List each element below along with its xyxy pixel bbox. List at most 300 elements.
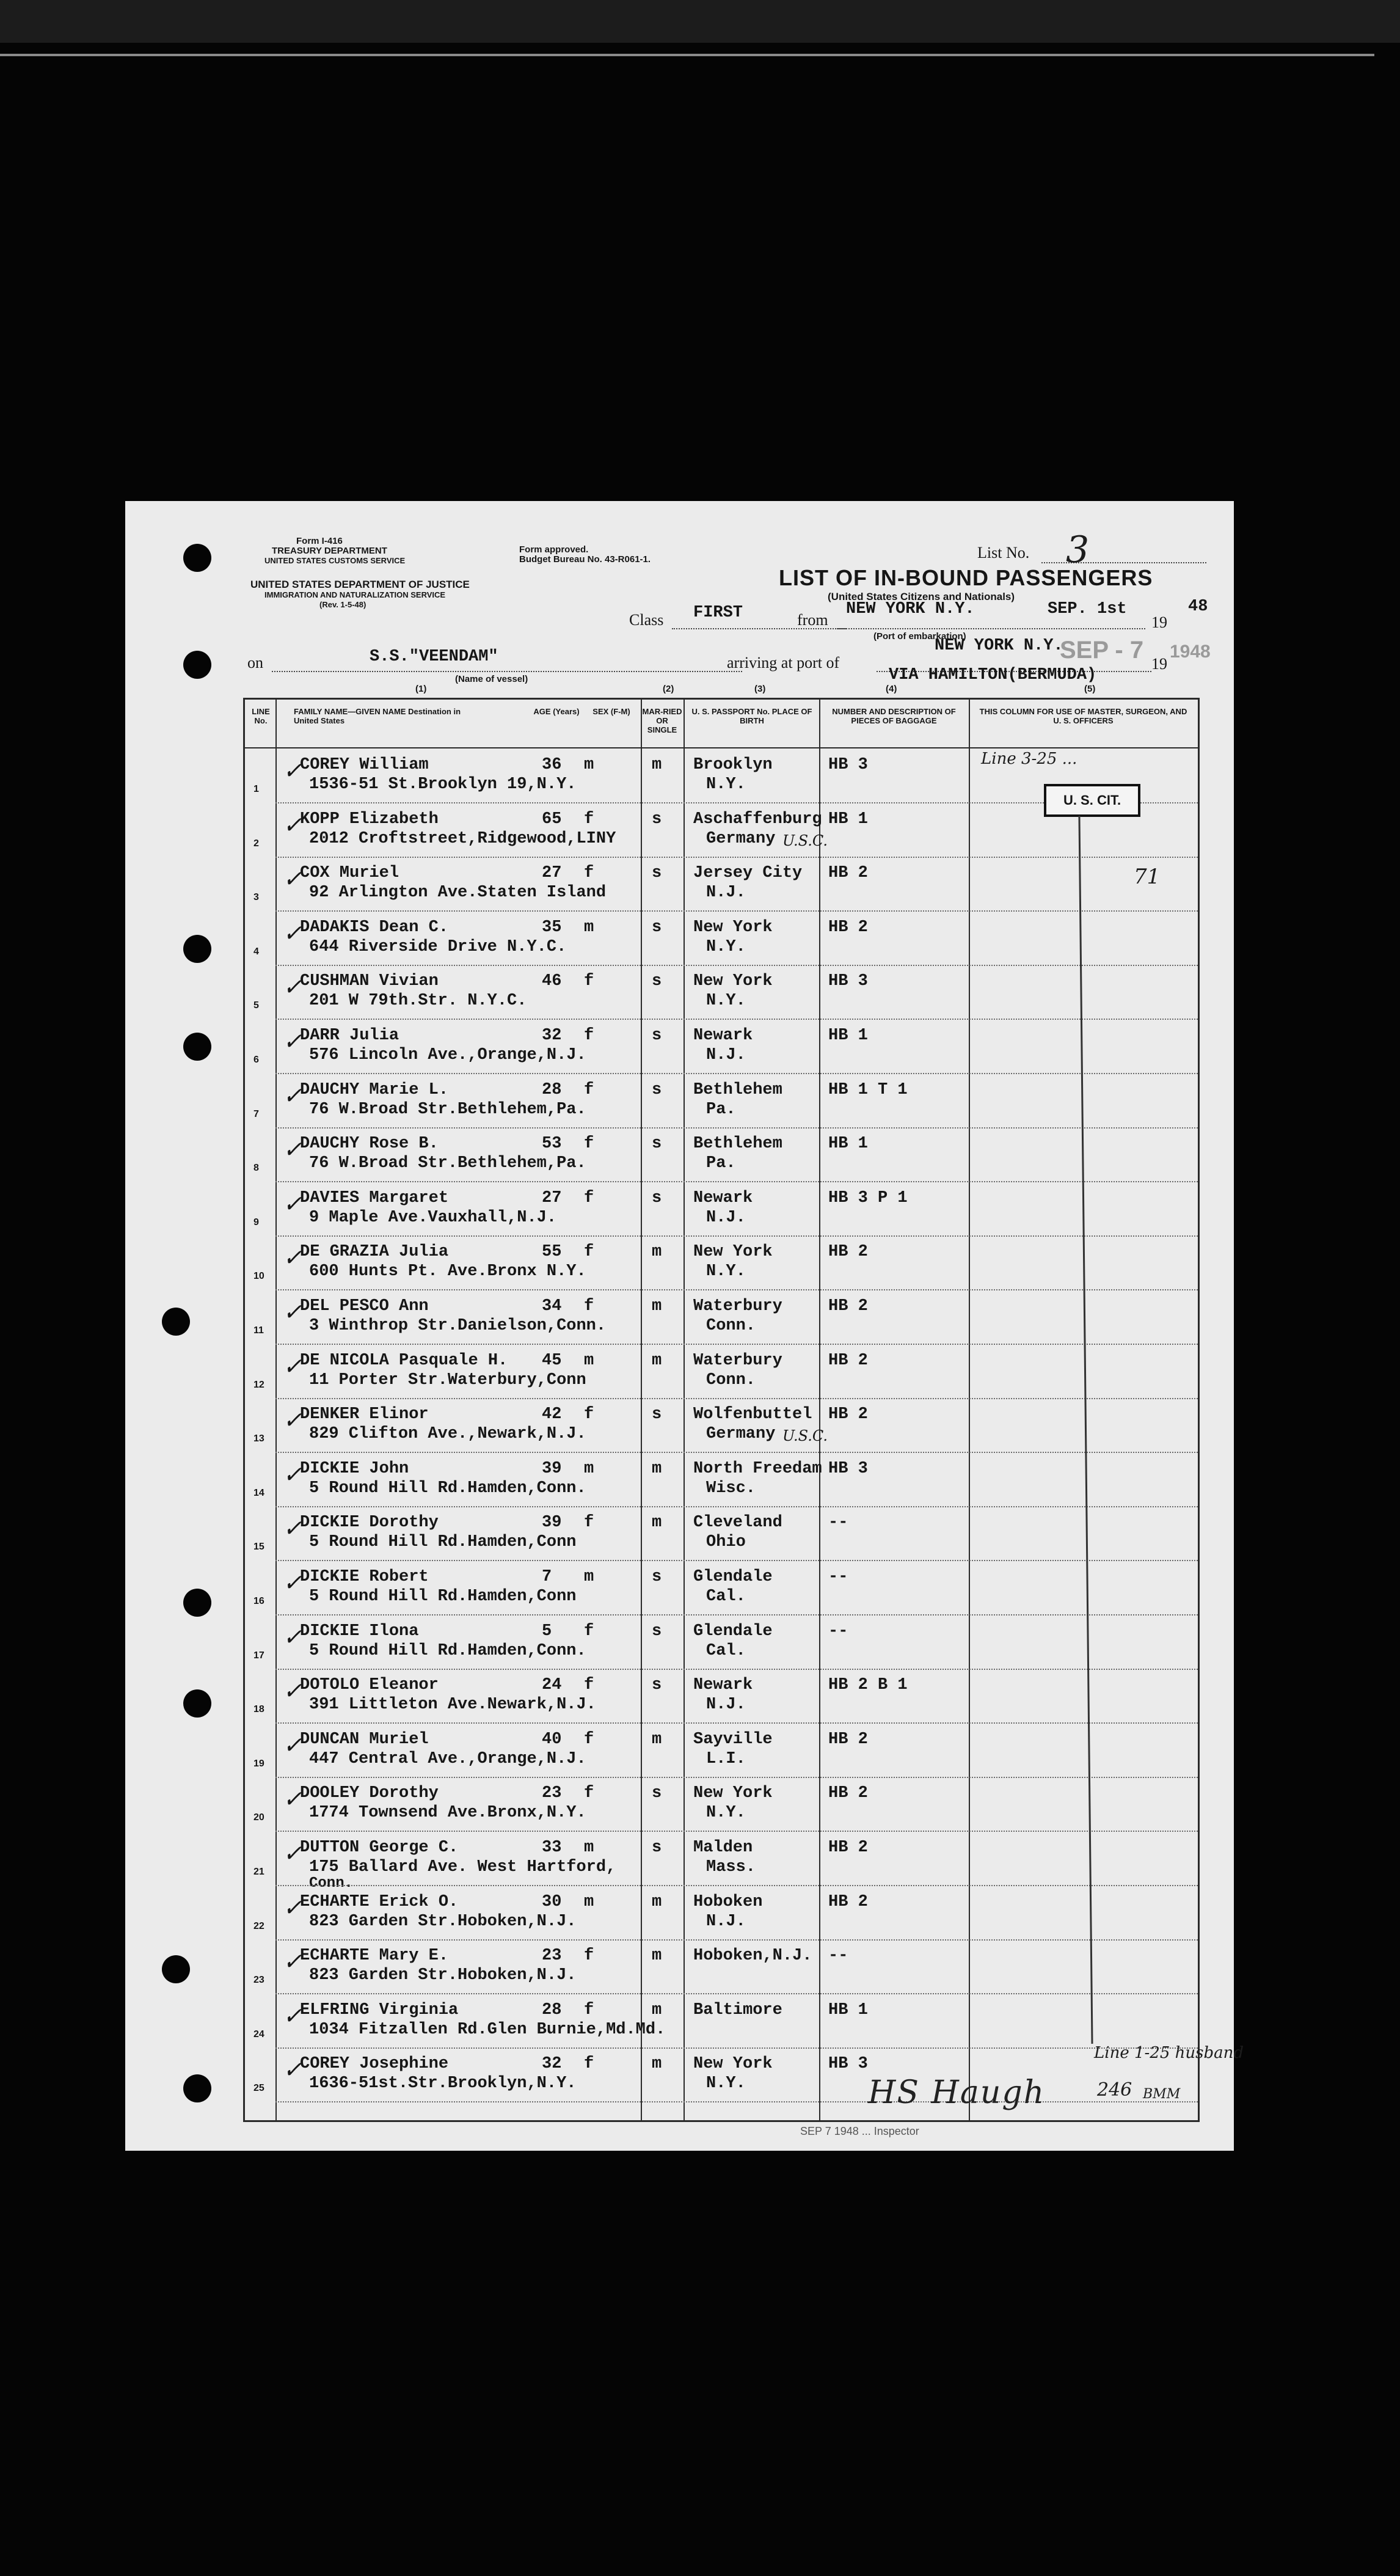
check-mark-icon: ✓	[283, 973, 302, 1001]
line-number: 2	[253, 838, 259, 849]
line-number: 22	[253, 1920, 264, 1931]
place-of-birth-state: N.J.	[706, 1046, 746, 1064]
check-mark-icon: ✓	[283, 1948, 302, 1975]
place-of-birth: New York	[693, 1243, 773, 1262]
place-of-birth: Sayville	[693, 1730, 773, 1749]
budget-bureau: Budget Bureau No. 43-R061-1.	[519, 554, 651, 565]
scanner-top-band	[0, 0, 1400, 43]
passenger-age: 33	[542, 1839, 562, 1857]
check-mark-icon: ✓	[283, 1081, 302, 1109]
place-of-birth: New York	[693, 2055, 773, 2074]
officer-count: 71	[1134, 865, 1161, 889]
rev-label: (Rev. 1-5-48)	[319, 600, 366, 609]
marital-status: s	[652, 1568, 662, 1586]
passenger-sex: m	[584, 756, 594, 774]
baggage-count: HB 3	[828, 972, 868, 991]
line-number: 1	[253, 784, 259, 794]
page-title: LIST OF IN-BOUND PASSENGERS	[779, 565, 1153, 590]
table-row	[245, 1941, 1198, 1994]
check-mark-icon: ✓	[283, 1190, 302, 1217]
table-row	[245, 1291, 1198, 1344]
via-port: VIA HAMILTON(BERMUDA)	[889, 666, 1097, 684]
year-prefix: 19	[1151, 613, 1167, 631]
passenger-age: 23	[542, 1947, 562, 1966]
check-mark-icon: ✓	[283, 1352, 302, 1380]
baggage-count: HB 2	[828, 1730, 868, 1749]
check-mark-icon: ✓	[283, 865, 302, 893]
col-header-baggage: NUMBER AND DESCRIPTION OF PIECES OF BAGGAGE	[832, 707, 956, 725]
citizenship-note: U.S.C.	[782, 832, 828, 849]
baggage-count: --	[828, 1568, 848, 1586]
place-of-birth: Wolfenbuttel	[693, 1405, 812, 1424]
us-cit-stamp: U. S. CIT.	[1044, 784, 1140, 817]
place-of-birth: Newark	[693, 1026, 753, 1045]
place-of-birth-state: N.J.	[706, 1208, 746, 1227]
col-header-name: FAMILY NAME—GIVEN NAME Destination in United States	[294, 707, 461, 725]
place-of-birth-state: Pa.	[706, 1100, 736, 1119]
place-of-birth-state: Cal.	[706, 1587, 746, 1606]
destination-address: 3 Winthrop Str.Danielson,Conn.	[309, 1317, 607, 1335]
check-mark-icon: ✓	[283, 757, 302, 784]
binder-hole	[162, 1308, 190, 1336]
baggage-count: HB 2	[828, 1839, 868, 1857]
baggage-count: --	[828, 1513, 848, 1532]
marital-status: s	[652, 1676, 662, 1695]
binder-hole	[183, 1033, 211, 1061]
passenger-sex: f	[584, 1297, 594, 1315]
place-of-birth-state: Conn.	[706, 1317, 756, 1335]
baggage-count: HB 2	[828, 1405, 868, 1424]
table-row	[245, 1075, 1198, 1128]
check-mark-icon: ✓	[283, 1136, 302, 1163]
marital-status: m	[652, 1892, 662, 1911]
passenger-age: 65	[542, 810, 562, 829]
baggage-count: HB 2	[828, 1297, 868, 1315]
passenger-age: 40	[542, 1730, 562, 1749]
check-mark-icon: ✓	[283, 1677, 302, 1705]
baggage-count: HB 1	[828, 1135, 868, 1154]
marital-status: m	[652, 1513, 662, 1532]
passenger-age: 53	[542, 1135, 562, 1154]
passenger-age: 36	[542, 756, 562, 774]
passenger-sex: f	[584, 1513, 594, 1532]
marital-status: s	[652, 1188, 662, 1207]
customs-service: UNITED STATES CUSTOMS SERVICE	[264, 556, 406, 565]
line-number: 19	[253, 1758, 264, 1769]
destination-address: 829 Clifton Ave.,Newark,N.J.	[309, 1425, 586, 1444]
destination-address: 823 Garden Str.Hoboken,N.J.	[309, 1912, 577, 1931]
check-mark-icon: ✓	[283, 1298, 302, 1325]
check-mark-icon: ✓	[283, 2056, 302, 2084]
passenger-name: DADAKIS Dean C.	[300, 918, 449, 937]
place-of-birth: Aschaffenburg	[693, 810, 822, 829]
passenger-sex: f	[584, 1405, 594, 1424]
place-of-birth: Bethlehem	[693, 1080, 782, 1099]
inspector-signature: HS Haugh	[868, 2074, 1046, 2111]
row-divider	[275, 2101, 1198, 2102]
line-number: 21	[253, 1867, 264, 1877]
vessel-name: S.S."VEENDAM"	[370, 648, 498, 666]
passenger-sex: f	[584, 1947, 594, 1966]
signature-number: 246	[1097, 2079, 1132, 2101]
passenger-age: 39	[542, 1459, 562, 1478]
col-header-age: AGE (Years)	[533, 707, 580, 716]
marital-status: s	[652, 972, 662, 991]
baggage-count: HB 1	[828, 1026, 868, 1045]
place-of-birth-state: N.Y.	[706, 1262, 746, 1281]
marital-status: s	[652, 1784, 662, 1803]
marital-status: m	[652, 1351, 662, 1370]
passenger-age: 42	[542, 1405, 562, 1424]
destination-address: 175 Ballard Ave. West Hartford,	[309, 1858, 616, 1876]
table-row	[245, 1832, 1198, 1892]
col-num-1: (1)	[415, 684, 427, 694]
officer-bottom-note: Line 1-25 husband	[1094, 2044, 1244, 2062]
place-of-birth: Hoboken,N.J.	[693, 1947, 812, 1966]
table-row	[245, 2049, 1198, 2102]
passenger-age: 24	[542, 1676, 562, 1695]
place-of-birth: Malden	[693, 1839, 753, 1857]
passenger-name: DAVIES Margaret	[300, 1188, 449, 1207]
binder-hole	[183, 1589, 211, 1617]
table-row	[245, 966, 1198, 1019]
table-row	[245, 1995, 1198, 2048]
passenger-sex: f	[584, 810, 594, 829]
place-of-birth-state: Germany	[706, 1425, 776, 1444]
line-number: 10	[253, 1271, 264, 1282]
check-mark-icon: ✓	[283, 811, 302, 838]
col-num-5: (5)	[1084, 684, 1096, 694]
binder-hole	[183, 544, 211, 572]
passenger-sex: m	[584, 1568, 594, 1586]
passenger-name: DAUCHY Marie L.	[300, 1080, 449, 1099]
list-no-label: List No.	[977, 544, 1030, 562]
passenger-name: DE NICOLA Pasquale H.	[300, 1351, 508, 1370]
arrival-port: NEW YORK N.Y.	[935, 637, 1063, 655]
destination-address: 391 Littleton Ave.Newark,N.J.	[309, 1696, 596, 1714]
line-number: 9	[253, 1217, 259, 1228]
table-row	[245, 1887, 1198, 1940]
baggage-count: HB 2	[828, 1784, 868, 1803]
passenger-table	[243, 698, 1244, 2122]
page-subtitle: (United States Citizens and Nationals)	[828, 591, 1015, 602]
passenger-name: DICKIE Dorothy	[300, 1513, 439, 1532]
baggage-count: HB 2 B 1	[828, 1676, 908, 1695]
baggage-count: HB 2	[828, 918, 868, 937]
passenger-sex: f	[584, 1622, 594, 1641]
passenger-sex: f	[584, 2000, 594, 2019]
passenger-sex: m	[584, 1459, 594, 1478]
passenger-age: 55	[542, 1243, 562, 1262]
marital-status: m	[652, 1947, 662, 1966]
place-of-birth: New York	[693, 1784, 773, 1803]
passenger-sex: f	[584, 1188, 594, 1207]
marital-status: m	[652, 2055, 662, 2074]
place-of-birth-state: Cal.	[706, 1641, 746, 1660]
passenger-name: DEL PESCO Ann	[300, 1297, 429, 1315]
passenger-age: 30	[542, 1892, 562, 1911]
line-number: 3	[253, 892, 259, 903]
place-of-birth-state: Ohio	[706, 1533, 746, 1552]
passenger-sex: f	[584, 972, 594, 991]
destination-address-cont: Conn.	[309, 1875, 354, 1892]
table-row	[245, 1724, 1198, 1777]
table-row	[245, 1616, 1198, 1669]
destination-address: 5 Round Hill Rd.Hamden,Conn	[309, 1533, 577, 1552]
arriving-label: arriving at port of	[727, 654, 840, 671]
place-of-birth-state: Wisc.	[706, 1479, 756, 1498]
destination-address: 76 W.Broad Str.Bethlehem,Pa.	[309, 1100, 586, 1119]
destination-address: 823 Garden Str.Hoboken,N.J.	[309, 1966, 577, 1985]
destination-address: 5 Round Hill Rd.Hamden,Conn	[309, 1587, 577, 1606]
baggage-count: HB 2	[828, 1243, 868, 1262]
baggage-count: HB 2	[828, 1351, 868, 1370]
check-mark-icon: ✓	[283, 1569, 302, 1596]
binder-hole	[183, 2074, 211, 2102]
baggage-count: HB 2	[828, 1892, 868, 1911]
embark-note: (Port of embarkation)	[873, 631, 966, 642]
line-number: 24	[253, 2029, 264, 2040]
check-mark-icon: ✓	[283, 1407, 302, 1434]
baggage-count: HB 3	[828, 2055, 868, 2074]
check-mark-icon: ✓	[283, 1515, 302, 1542]
passenger-name: DAUCHY Rose B.	[300, 1135, 439, 1154]
marital-status: m	[652, 756, 662, 774]
destination-address: 11 Porter Str.Waterbury,Conn	[309, 1370, 586, 1389]
table-row	[245, 912, 1198, 965]
passenger-sex: f	[584, 1730, 594, 1749]
marital-status: s	[652, 1622, 662, 1641]
baggage-count: --	[828, 1622, 848, 1641]
line-number: 15	[253, 1542, 264, 1553]
destination-address: 1774 Townsend Ave.Bronx,N.Y.	[309, 1804, 586, 1823]
marital-status: s	[652, 1135, 662, 1154]
baggage-count: HB 1	[828, 2000, 868, 2019]
col-header-line: LINE No.	[252, 707, 270, 725]
passenger-sex: m	[584, 1892, 594, 1911]
passenger-age: 7	[542, 1568, 552, 1586]
passenger-age: 27	[542, 1188, 562, 1207]
passenger-sex: f	[584, 1243, 594, 1262]
manifest-sheet	[125, 501, 1244, 2151]
passenger-name: COREY William	[300, 756, 429, 774]
baggage-count: HB 3	[828, 1459, 868, 1478]
marital-status: s	[652, 1839, 662, 1857]
col-header-sex: SEX (F-M)	[592, 707, 630, 716]
marital-status: s	[652, 1405, 662, 1424]
passenger-sex: m	[584, 1839, 594, 1857]
arrival-year-stamp: 1948	[1170, 642, 1211, 662]
col-num-2: (2)	[663, 684, 674, 694]
table-row	[245, 858, 1198, 911]
passenger-age: 46	[542, 972, 562, 991]
check-mark-icon: ✓	[283, 1028, 302, 1055]
marital-status: m	[652, 2000, 662, 2019]
place-of-birth: Newark	[693, 1188, 753, 1207]
table-row	[245, 1670, 1198, 1723]
citizenship-note: U.S.C.	[782, 1427, 828, 1445]
passenger-age: 28	[542, 1080, 562, 1099]
destination-address: 9 Maple Ave.Vauxhall,N.J.	[309, 1208, 557, 1227]
place-of-birth-state: N.Y.	[706, 775, 746, 794]
place-of-birth: Newark	[693, 1676, 753, 1695]
table-row	[245, 1454, 1198, 1507]
destination-address: 1536-51 St.Brooklyn 19,N.Y.	[309, 775, 577, 794]
place-of-birth-state: N.Y.	[706, 1804, 746, 1823]
destination-address: 1636-51st.Str.Brooklyn,N.Y.	[309, 2074, 577, 2093]
check-mark-icon: ✓	[283, 2002, 302, 2029]
doj-label: UNITED STATES DEPARTMENT OF JUSTICE	[250, 579, 470, 590]
passenger-name: DOTOLO Eleanor	[300, 1676, 439, 1695]
line-number: 16	[253, 1596, 264, 1606]
check-mark-icon: ✓	[283, 1894, 302, 1921]
passenger-age: 5	[542, 1622, 552, 1641]
table-row	[245, 1345, 1198, 1399]
line-number: 18	[253, 1704, 264, 1715]
binder-hole	[183, 1689, 211, 1718]
destination-address: 2012 Croftstreet,Ridgewood,LINY	[309, 829, 616, 848]
place-of-birth: North Freedam	[693, 1459, 822, 1478]
class-value: FIRST	[693, 604, 743, 622]
check-mark-icon: ✓	[283, 1840, 302, 1867]
place-of-birth: Glendale	[693, 1568, 773, 1586]
arrival-date-stamp: SEP - 7	[1060, 637, 1144, 664]
destination-address: 644 Riverside Drive N.Y.C.	[309, 937, 567, 956]
place-of-birth: Brooklyn	[693, 756, 773, 774]
class-label: Class	[629, 611, 664, 629]
destination-address: 600 Hunts Pt. Ave.Bronx N.Y.	[309, 1262, 586, 1281]
marital-status: s	[652, 810, 662, 829]
marital-status: s	[652, 918, 662, 937]
vessel-note: (Name of vessel)	[455, 674, 528, 684]
passenger-age: 23	[542, 1784, 562, 1803]
year-value: 48	[1188, 598, 1208, 616]
binder-hole	[183, 651, 211, 679]
passenger-age: 45	[542, 1351, 562, 1370]
passenger-age: 34	[542, 1297, 562, 1315]
table-row	[245, 1237, 1198, 1290]
place-of-birth: Hoboken	[693, 1892, 763, 1911]
table-row	[245, 1562, 1198, 1615]
marital-status: s	[652, 1080, 662, 1099]
marital-status: s	[652, 1026, 662, 1045]
place-of-birth: Cleveland	[693, 1513, 782, 1532]
baggage-count: HB 1	[828, 810, 868, 829]
marital-status: s	[652, 864, 662, 883]
line-number: 5	[253, 1000, 259, 1011]
col-num-4: (4)	[886, 684, 897, 694]
place-of-birth-state: N.Y.	[706, 992, 746, 1011]
col-num-3: (3)	[754, 684, 766, 694]
place-of-birth-state: Mass.	[706, 1858, 756, 1876]
line-number: 20	[253, 1812, 264, 1823]
passenger-age: 32	[542, 2055, 562, 2074]
passenger-sex: f	[584, 1080, 594, 1099]
passenger-name: COREY Josephine	[300, 2055, 449, 2074]
destination-address: 76 W.Broad Str.Bethlehem,Pa.	[309, 1154, 586, 1173]
table-row	[245, 1183, 1198, 1236]
baggage-count: HB 3	[828, 756, 868, 774]
passenger-sex: m	[584, 1351, 594, 1370]
place-of-birth-state: N.J.	[706, 1696, 746, 1714]
place-of-birth-state: Germany	[706, 829, 776, 848]
passenger-name: CUSHMAN Vivian	[300, 972, 439, 991]
place-of-birth: Waterbury	[693, 1351, 782, 1370]
line-number: 7	[253, 1108, 259, 1119]
passenger-sex: f	[584, 864, 594, 883]
passenger-name: DICKIE Ilona	[300, 1622, 419, 1641]
destination-address: 447 Central Ave.,Orange,N.J.	[309, 1749, 586, 1768]
destination-address: 1034 Fitzallen Rd.Glen Burnie,Md.Md.	[309, 2020, 666, 2039]
passenger-name: ECHARTE Erick O.	[300, 1892, 459, 1911]
table-row	[245, 1507, 1198, 1561]
passenger-sex: m	[584, 918, 594, 937]
passenger-name: ELFRING Virginia	[300, 2000, 459, 2019]
officer-top-note: Line 3-25 ...	[981, 750, 1077, 768]
line-number: 13	[253, 1433, 264, 1444]
passenger-name: DICKIE John	[300, 1459, 409, 1478]
check-mark-icon: ✓	[283, 1244, 302, 1272]
passenger-sex: f	[584, 1676, 594, 1695]
binder-hole	[162, 1955, 190, 1983]
line-number: 11	[253, 1325, 264, 1336]
line-number: 23	[253, 1975, 264, 1986]
destination-address: 5 Round Hill Rd.Hamden,Conn.	[309, 1479, 586, 1498]
line-number: 14	[253, 1487, 264, 1498]
baggage-count: HB 3 P 1	[828, 1188, 908, 1207]
passenger-name: DENKER Elinor	[300, 1405, 429, 1424]
check-mark-icon: ✓	[283, 1785, 302, 1813]
passenger-sex: f	[584, 1026, 594, 1045]
check-mark-icon: ✓	[283, 1460, 302, 1488]
place-of-birth-state: N.Y.	[706, 937, 746, 956]
place-of-birth-state: Pa.	[706, 1154, 736, 1173]
on-label: on	[247, 654, 263, 671]
col-header-passport: U. S. PASSPORT No. PLACE OF BIRTH	[691, 707, 812, 725]
passenger-name: DICKIE Robert	[300, 1568, 429, 1586]
destination-address: 576 Lincoln Ave.,Orange,N.J.	[309, 1046, 586, 1064]
place-of-birth-state: N.J.	[706, 1912, 746, 1931]
from-label: from	[797, 611, 828, 629]
place-of-birth: New York	[693, 972, 773, 991]
passenger-age: 27	[542, 864, 562, 883]
scanner-edge-line	[0, 54, 1374, 56]
footer-inspection-stamp: SEP 7 1948 ... Inspector	[800, 2125, 919, 2137]
list-no-value: 3	[1066, 529, 1090, 571]
line-number: 17	[253, 1650, 264, 1661]
passenger-name: DOOLEY Dorothy	[300, 1784, 439, 1803]
place-of-birth: Baltimore	[693, 2000, 782, 2019]
passenger-name: DUTTON George C.	[300, 1839, 459, 1857]
passenger-name: KOPP Elizabeth	[300, 810, 439, 829]
table-row	[245, 1399, 1198, 1452]
baggage-count: HB 2	[828, 864, 868, 883]
destination-address: 201 W 79th.Str. N.Y.C.	[309, 992, 527, 1011]
passenger-age: 32	[542, 1026, 562, 1045]
baggage-count: --	[828, 1947, 848, 1966]
col-header-married: MAR-RIED OR SINGLE	[642, 707, 682, 734]
check-mark-icon: ✓	[283, 919, 302, 946]
passenger-age: 35	[542, 918, 562, 937]
passenger-age: 28	[542, 2000, 562, 2019]
passenger-name: DUNCAN Muriel	[300, 1730, 429, 1749]
place-of-birth: Bethlehem	[693, 1135, 782, 1154]
passenger-name: COX Muriel	[300, 864, 399, 883]
passenger-sex: f	[584, 1784, 594, 1803]
line-number: 12	[253, 1379, 264, 1390]
check-mark-icon: ✓	[283, 1623, 302, 1650]
line-number: 4	[253, 946, 259, 957]
